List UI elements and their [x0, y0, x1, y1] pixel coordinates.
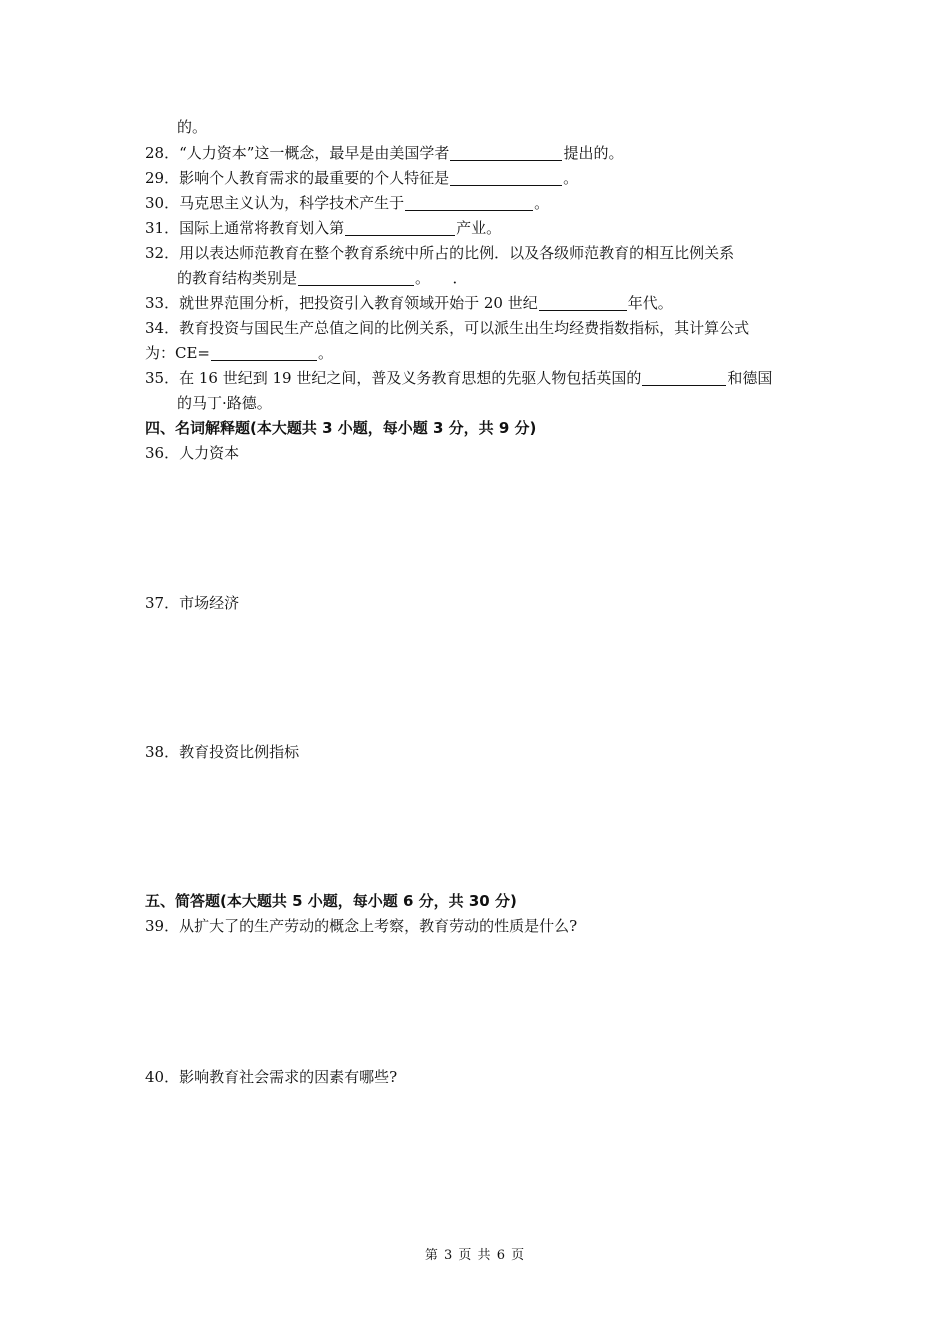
question-32-tail: 。 ．: [415, 269, 468, 287]
answer-blank: [450, 144, 562, 161]
q27-tail: 的。: [177, 118, 208, 136]
question-36: 36．人力资本: [145, 444, 240, 462]
question-35-line-2: 的马丁·路德。: [177, 394, 272, 412]
question-40: 40．影响教育社会需求的因素有哪些?: [145, 1068, 398, 1086]
question-34-line-2: [145, 342, 333, 364]
question-34-line-1: 34．教育投资与国民生产总值之间的比例关系，可以派生出生均经费指数指标，其计算公式: [145, 319, 750, 337]
question-35-text: 35．在 16 世纪到 19 世纪之间，普及义务教育思想的先驱人物包括英国的: [145, 369, 642, 387]
answer-blank: [405, 194, 533, 211]
question-29-text: 29．影响个人教育需求的最重要的个人特征是: [145, 169, 450, 187]
answer-blank: [539, 294, 627, 311]
section-5-heading: 五、简答题(本大题共 5 小题，每小题 6 分，共 30 分): [145, 892, 517, 910]
question-32-line-1: 32．用以表达师范教育在整个教育系统中所占的比例．以及各级师范教育的相互比例关系: [145, 244, 735, 262]
question-33: [145, 292, 673, 314]
question-29: [145, 167, 578, 189]
question-39: 39．从扩大了的生产劳动的概念上考察，教育劳动的性质是什么?: [145, 917, 578, 935]
question-30-tail: 。: [534, 194, 550, 212]
answer-blank: [211, 344, 317, 361]
section-4-heading: 四、名词解释题(本大题共 3 小题，每小题 3 分，共 9 分): [145, 419, 537, 437]
answer-blank: [345, 219, 455, 236]
question-28-text: 28．“人力资本”这一概念，最早是由美国学者: [145, 144, 450, 162]
question-28: [145, 142, 623, 164]
question-31-tail: 产业。: [456, 219, 502, 237]
question-32-text: 的教育结构类别是: [177, 269, 298, 287]
question-34-text: 为：CE=: [145, 344, 210, 362]
question-29-tail: 。: [563, 169, 579, 187]
page-footer: 第 3 页 共 6 页: [424, 1248, 526, 1263]
question-38: 38．教育投资比例指标: [145, 743, 300, 761]
question-33-text: 33．就世界范围分析，把投资引入教育领域开始于 20 世纪: [145, 294, 538, 312]
question-37: 37．市场经济: [145, 594, 240, 612]
question-35-tail: 和德国: [727, 369, 773, 387]
question-28-tail: 提出的。: [563, 144, 624, 162]
question-35-line-1: [145, 367, 772, 389]
question-31-text: 31．国际上通常将教育划入第: [145, 219, 345, 237]
question-30-text: 30．马克思主义认为，科学技术产生于: [145, 194, 405, 212]
question-32-line-2: [177, 267, 468, 289]
question-31: [145, 217, 501, 239]
question-33-tail: 年代。: [627, 294, 673, 312]
answer-blank: [642, 369, 726, 386]
question-30: [145, 192, 549, 214]
answer-blank: [298, 269, 414, 286]
answer-blank: [450, 169, 562, 186]
question-34-tail: 。: [318, 344, 334, 362]
